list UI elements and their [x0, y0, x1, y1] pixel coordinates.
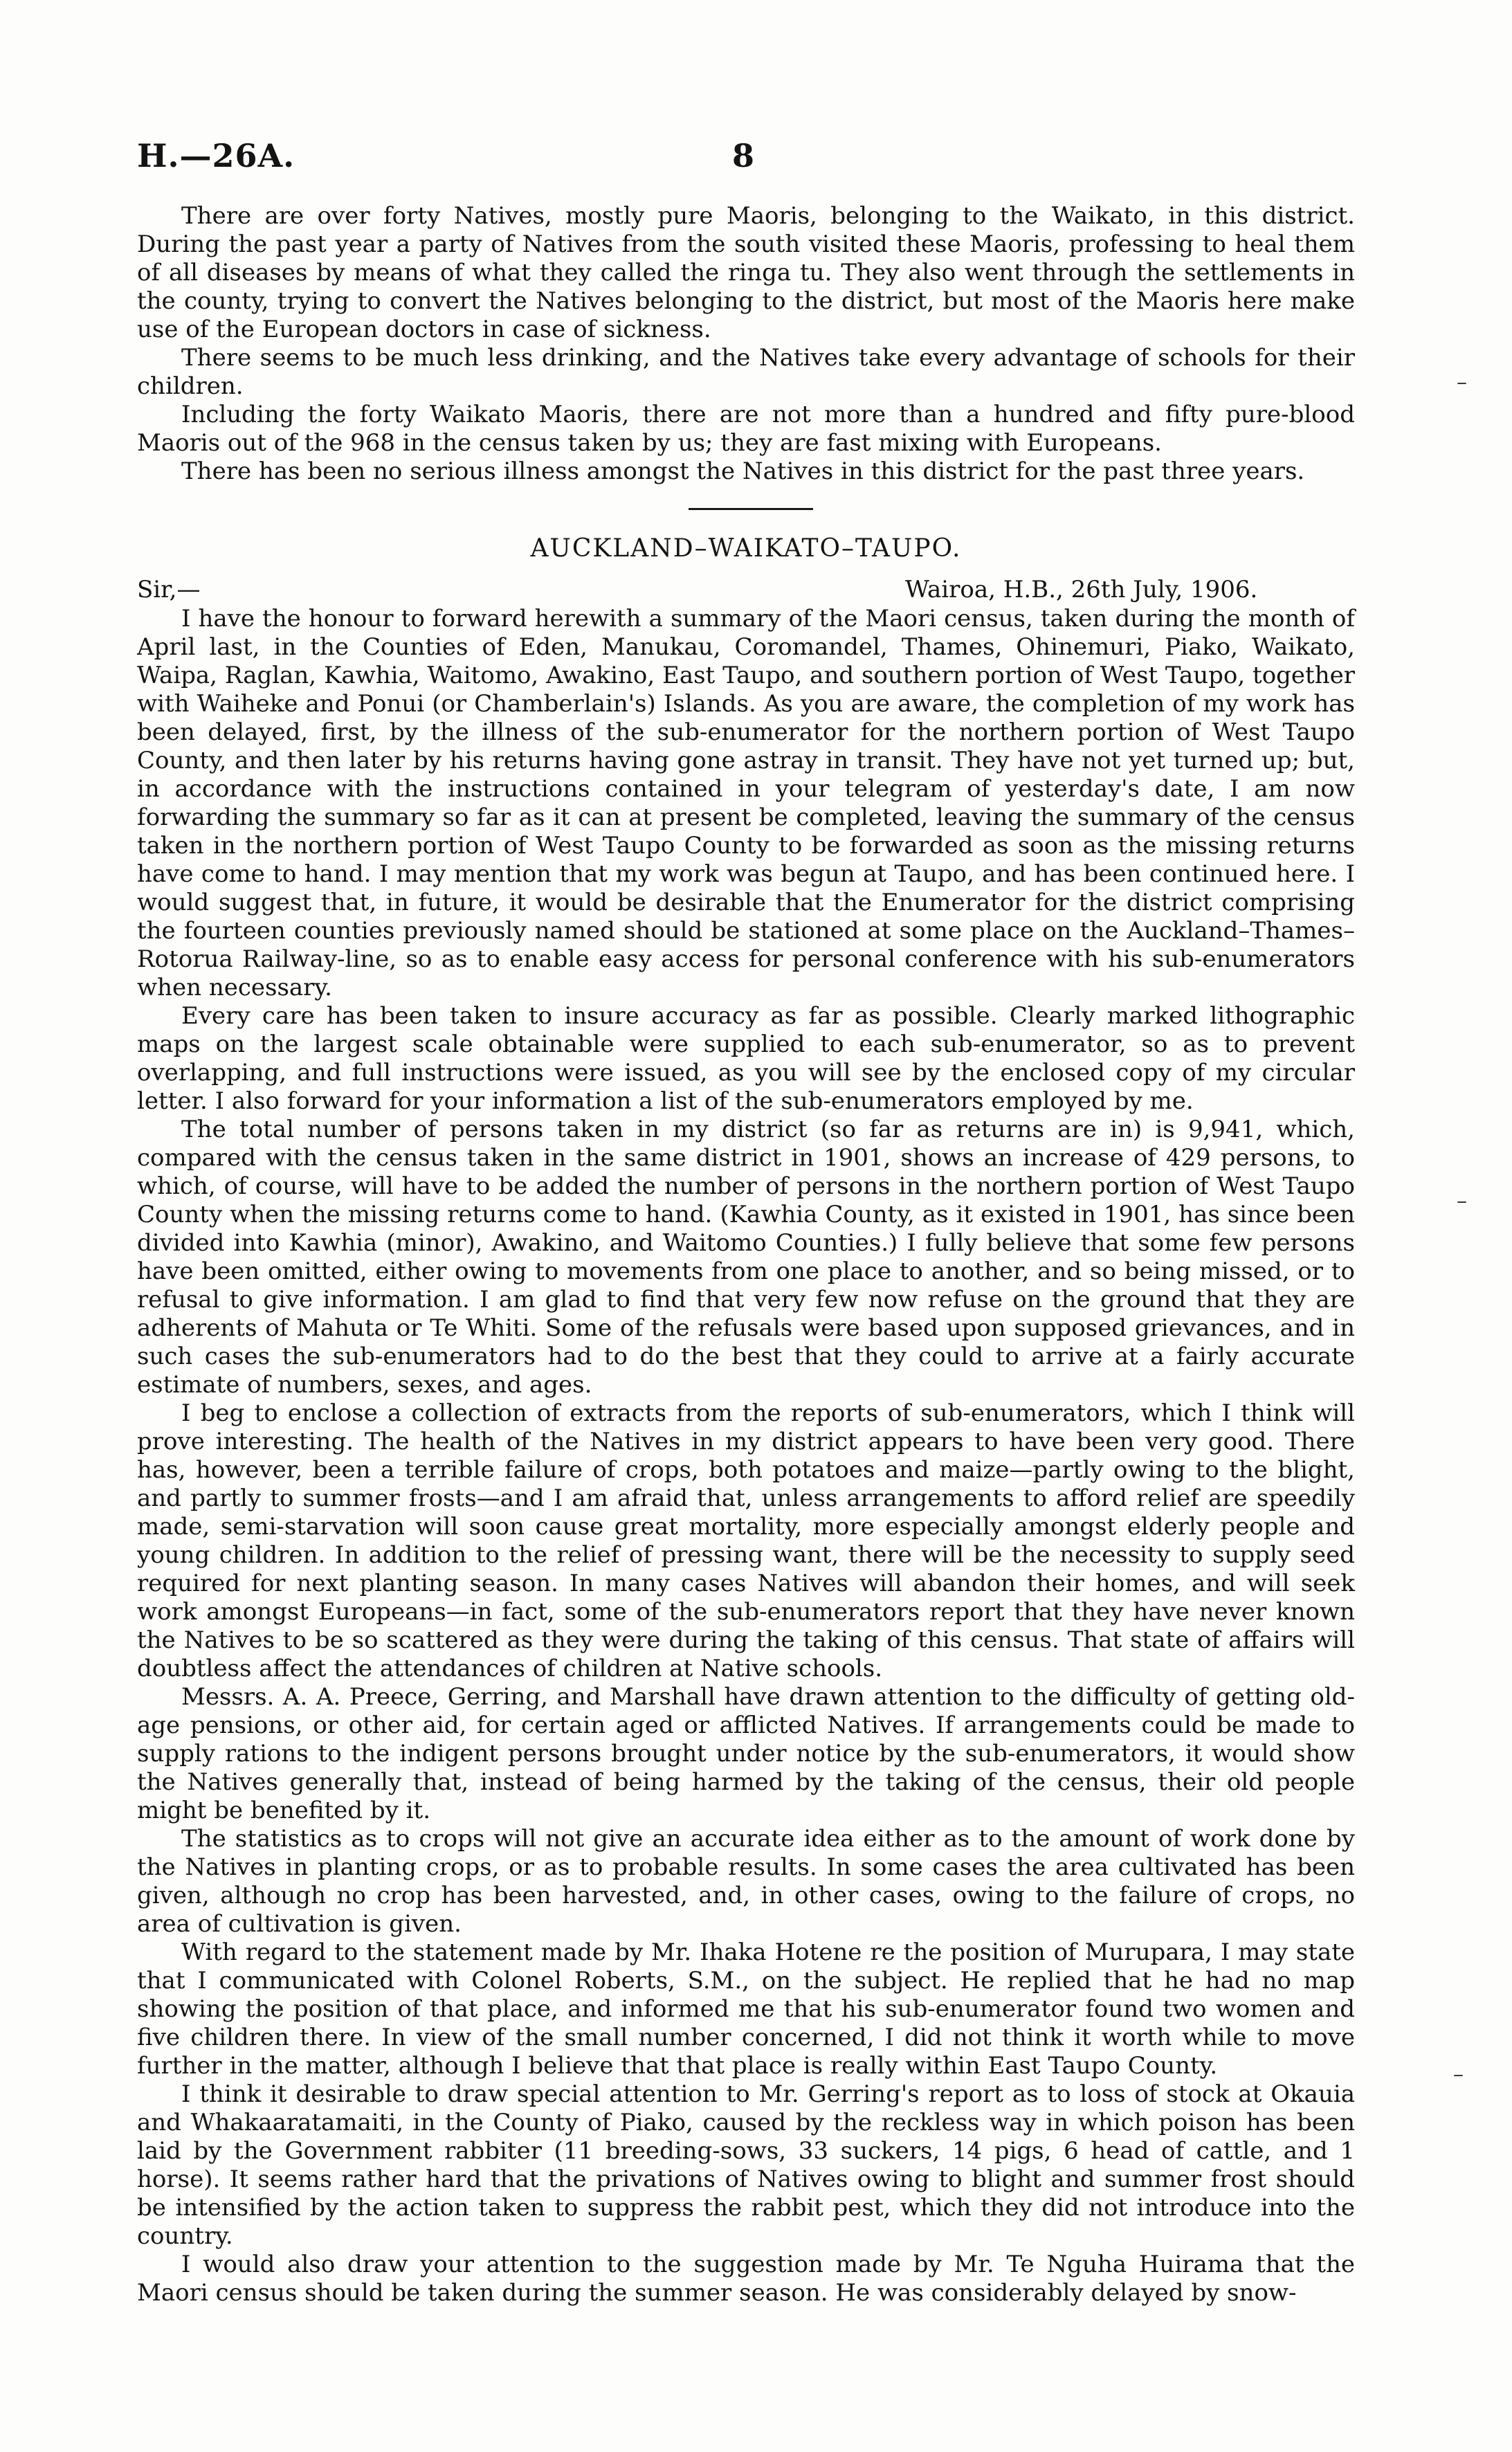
- paragraph: With regard to the statement made by Mr. Ihaka Hotene re the position of Murupara, I may state that I communicated with Colonel Roberts, S.M., on the subject. He replied that he had no map showing the position of that place, and informed me that his sub-enumerator found two women and five children there. In view of the small number concerned, I did not think it worth while to move further in the matter, although I believe that that place is really within East Taupo County.: [137, 1938, 1355, 2080]
- section-divider: [689, 508, 813, 510]
- intro-section: [137, 202, 1355, 486]
- section-heading: AUCKLAND–WAIKATO–TAUPO.: [530, 534, 962, 563]
- paragraph: I would also draw your attention to the suggestion made by Mr. Te Nguha Huirama that the Maori census should be taken during the summer season. He was considerably delayed by snow-: [137, 2251, 1355, 2307]
- paragraph: Messrs. A. A. Preece, Gerring, and Marshall have drawn attention to the difficulty of getting old-age pensions, or other aid, for certain aged or afflicted Natives. If arrangements could be made to supply rations to the indigent persons brought under notice by the sub-enumerators, it would show the Natives generally that, instead of being harmed by the taking of the census, their old people might be benefited by it.: [137, 1683, 1355, 1824]
- margin-mark: –: [1457, 370, 1467, 394]
- paragraph: There are over forty Natives, mostly pure Maoris, belonging to the Waikato, in this district. During the past year a party of Natives from the south visited these Maoris, professing to heal them of all diseases by means of what they called the ringa tu. They also went through the settlements in the county, trying to convert the Natives belonging to the district, but most of the Maoris here make use of the European doctors in case of sickness.: [137, 202, 1355, 343]
- paragraph: I beg to enclose a collection of extracts from the reports of sub-enumerators, which I think will prove interesting. The health of the Natives in my district appears to have been very good. There has, however, been a terrible failure of crops, both potatoes and maize—partly owing to the blight, and partly to summer frosts—and I am afraid that, unless arrangements to afford relief are speedily made, semi-starvation will soon cause great mortality, more especially amongst elderly people and young children. In addition to the relief of pressing want, there will be the necessity to supply seed required for next planting season. In many cases Natives will abandon their homes, and will seek work amongst Europeans—in fact, some of the sub-enumerators report that they have never known the Natives to be so scattered as they were during the taking of this census. That state of affairs will doubtless affect the attendances of children at Native schools.: [137, 1399, 1355, 1682]
- paragraph: The total number of persons taken in my district (so far as returns are in) is 9,941, which, compared with the census taken in the same district in 1901, shows an increase of 429 persons, to which, of course, will have to be added the number of persons in the northern portion of West Taupo County when the missing returns come to hand. (Kawhia County, as it existed in 1901, has since been divided into Kawhia (minor), Awakino, and Waitomo Counties.) I fully believe that some few persons have been omitted, either owing to movements from one place to another, and so being missed, or to refusal to give information. I am glad to find that very few now refuse on the ground that they are adherents of Mahuta or Te Whiti. Some of the refusals were based upon supposed grievances, and in such cases the sub-enumerators had to do the best that they could to arrive at a fairly accurate estimate of numbers, sexes, and ages.: [137, 1116, 1355, 1399]
- paragraph: Every care has been taken to insure accuracy as far as possible. Clearly marked lithographic maps on the largest scale obtainable were supplied to each sub-enumerator, so as to prevent overlapping, and full instructions were issued, as you will see by the enclosed copy of my circular letter. I also forward for your information a list of the sub-enumerators employed by me.: [137, 1002, 1355, 1115]
- page-number: 8: [732, 137, 755, 174]
- margin-mark: –: [1457, 1189, 1467, 1213]
- place-date: Wairoa, H.B., 26th July, 1906.: [905, 576, 1258, 603]
- salutation: Sir,—: [137, 576, 201, 603]
- paragraph: Including the forty Waikato Maoris, there are not more than a hundred and fifty pure-blood Maoris out of the 968 in the census taken by us; they are fast mixing with Europeans.: [137, 401, 1355, 457]
- paragraph: There has been no serious illness amongst the Natives in this district for the past three years.: [181, 457, 1305, 485]
- report-reference: H.—26A.: [137, 137, 295, 174]
- letter-body: [137, 605, 1355, 2307]
- paragraph: I think it desirable to draw special attention to Mr. Gerring's report as to loss of stock at Okauia and Whakaaratamaiti, in the County of Piako, caused by the reckless way in which poison has been laid by the Government rabbiter (11 breeding-sows, 33 suckers, 14 pigs, 6 head of cattle, and 1 horse). It seems rather hard that the privations of Natives owing to blight and summer frost should be intensified by the action taken to suppress the rabbit pest, which they did not introduce into the country.: [137, 2080, 1355, 2250]
- paragraph: The statistics as to crops will not give an accurate idea either as to the amount of work done by the Natives in planting crops, or as to probable results. In some cases the area cultivated has been given, although no crop has been harvested, and, in other cases, owing to the failure of crops, no area of cultivation is given.: [137, 1825, 1355, 1938]
- paragraph: I have the honour to forward herewith a summary of the Maori census, taken during the month of April last, in the Counties of Eden, Manukau, Coromandel, Thames, Ohinemuri, Piako, Waikato, Waipa, Raglan, Kawhia, Waitomo, Awakino, East Taupo, and southern portion of West Taupo, together with Waiheke and Ponui (or Chamberlain's) Islands. As you are aware, the completion of my work has been delayed, first, by the illness of the sub-enumerator for the northern portion of West Taupo County, and then later by his returns having gone astray in transit. They have not yet turned up; but, in accordance with the instructions contained in your telegram of yesterday's date, I am now forwarding the summary so far as it can at present be completed, leaving the summary of the census taken in the northern portion of West Taupo County to be forwarded as soon as the missing returns have come to hand. I may mention that my work was begun at Taupo, and has been continued here. I would suggest that, in future, it would be desirable that the Enumerator for the district comprising the fourteen counties previously named should be stationed at some place on the Auckland–Thames–Rotorua Railway-line, so as to enable easy access for personal conference with his sub-enumerators when necessary.: [137, 605, 1355, 1001]
- paragraph: There seems to be much less drinking, and the Natives take every advantage of schools for their children.: [137, 344, 1355, 400]
- margin-mark: –: [1453, 2062, 1464, 2087]
